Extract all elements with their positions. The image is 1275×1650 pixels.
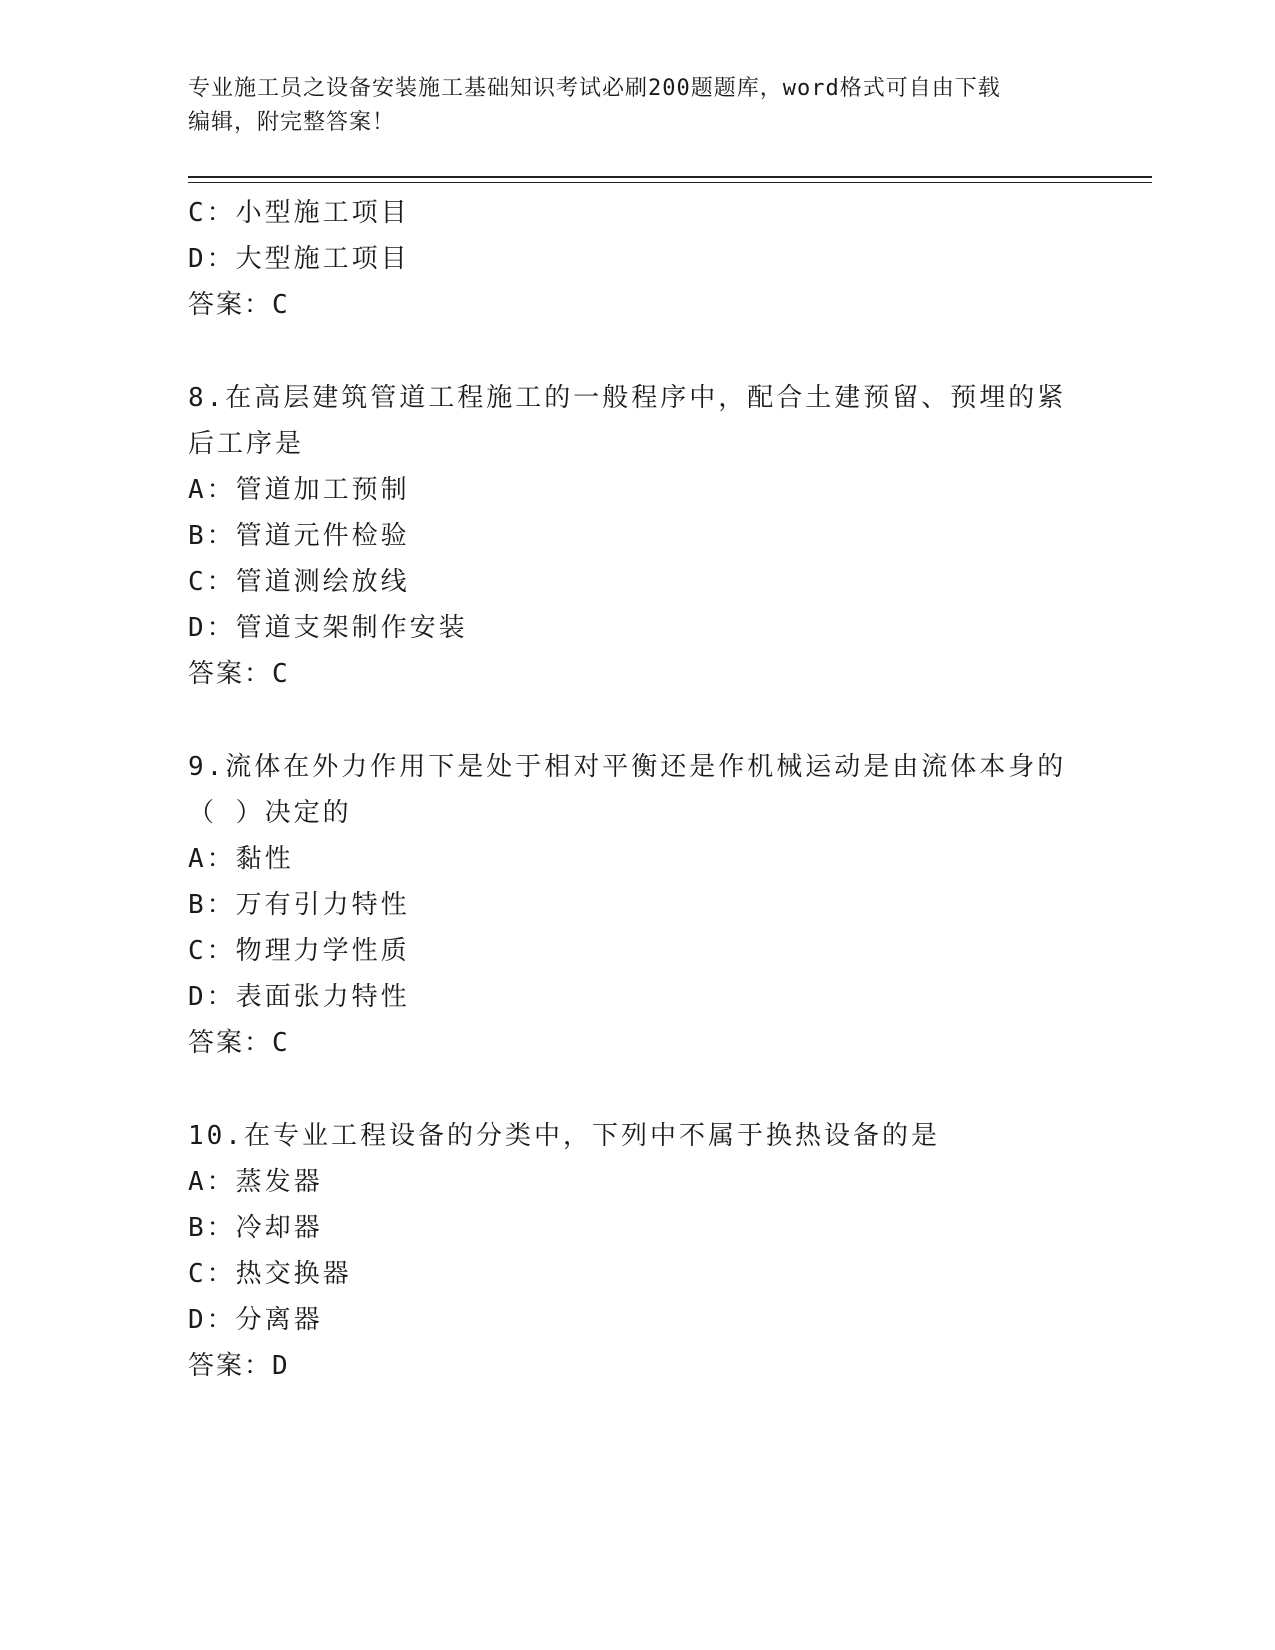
header-divider-thick	[188, 176, 1152, 178]
question-block-9	[188, 744, 1108, 1066]
question-block-7	[188, 190, 1108, 328]
spacer	[188, 328, 1108, 375]
spacer	[188, 697, 1108, 744]
answer-line: 答案：C	[188, 659, 290, 689]
spacer	[188, 1066, 1108, 1113]
header-divider-thin	[188, 182, 1152, 183]
option-c: C：小型施工项目	[188, 198, 410, 228]
option-a: A：管道加工预制	[188, 475, 410, 505]
answer-line: 答案：C	[188, 1028, 290, 1058]
option-c: C：物理力学性质	[188, 936, 410, 966]
option-d: D：大型施工项目	[188, 244, 410, 274]
option-d: D：管道支架制作安装	[188, 613, 468, 643]
question-stem-line: 10.在专业工程设备的分类中，下列中不属于换热设备的是	[188, 1121, 940, 1151]
option-b: B：冷却器	[188, 1213, 323, 1243]
question-stem-line: （ ）决定的	[188, 798, 352, 828]
option-c: C：管道测绘放线	[188, 567, 410, 597]
answer-line: 答案：C	[188, 290, 290, 320]
header-title-line-1: 专业施工员之设备安装施工基础知识考试必刷200题题库，word格式可自由下载	[188, 76, 1001, 101]
option-b: B：管道元件检验	[188, 521, 410, 551]
option-d: D：分离器	[188, 1305, 323, 1335]
answer-line: 答案：D	[188, 1351, 290, 1381]
question-stem-line: 后工序是	[188, 429, 305, 459]
header-title-line-2: 编辑，附完整答案！	[188, 110, 396, 135]
document-header	[188, 72, 1088, 140]
question-stem-line: 9.流体在外力作用下是处于相对平衡还是作机械运动是由流体本身的	[188, 752, 1067, 782]
question-block-10	[188, 1113, 1108, 1389]
option-b: B：万有引力特性	[188, 890, 410, 920]
option-d: D：表面张力特性	[188, 982, 410, 1012]
option-c: C：热交换器	[188, 1259, 352, 1289]
question-list	[188, 190, 1108, 1389]
question-block-8	[188, 375, 1108, 697]
option-a: A：蒸发器	[188, 1167, 323, 1197]
option-a: A：黏性	[188, 844, 294, 874]
question-stem-line: 8.在高层建筑管道工程施工的一般程序中，配合土建预留、预埋的紧	[188, 383, 1067, 413]
